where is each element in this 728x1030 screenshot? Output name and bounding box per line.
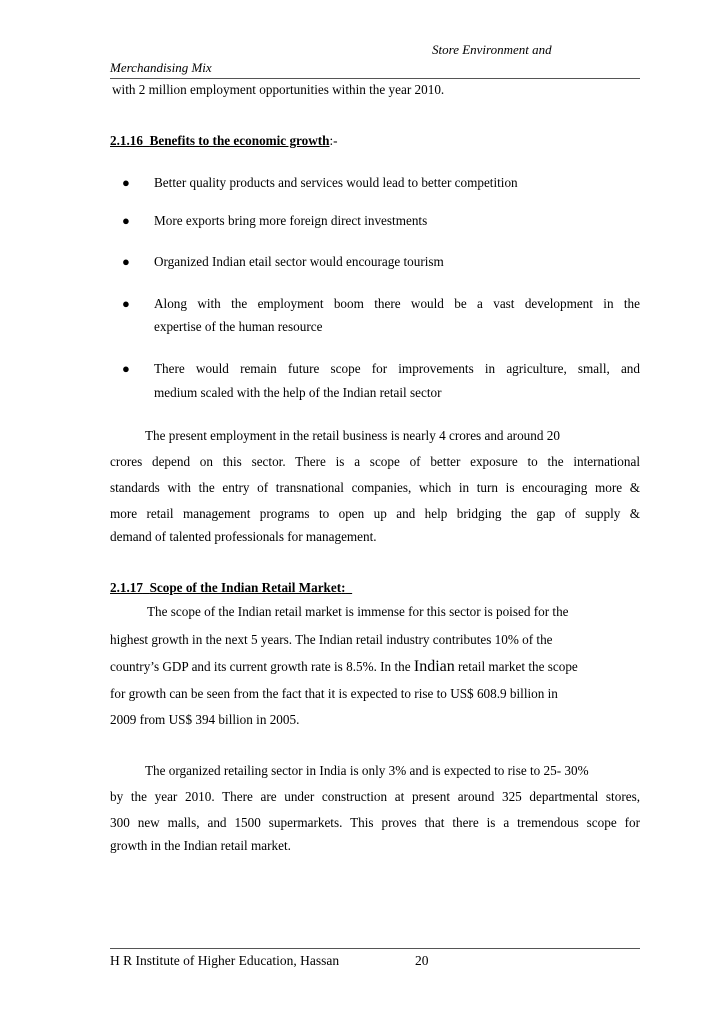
- bullet-item: Organized Indian etail sector would encourage tourism: [154, 254, 444, 269]
- paragraph-line: crores depend on this sector. There is a scope of better exposure to the international: [110, 454, 640, 469]
- running-header-subtitle: Merchandising Mix: [110, 60, 212, 75]
- paragraph-line: The scope of the Indian retail market is immense for this sector is poised for the: [147, 604, 569, 619]
- page-number: 20: [415, 953, 429, 968]
- bullet-item: More exports bring more foreign direct investments: [154, 213, 428, 228]
- bullet-icon: ●: [122, 213, 130, 228]
- footer-institute: H R Institute of Higher Education, Hassan: [110, 953, 340, 968]
- bullet-icon: ●: [122, 361, 130, 376]
- paragraph-line: growth in the Indian retail market.: [110, 838, 291, 853]
- section-number: 2.1.17: [110, 580, 143, 595]
- bullet-icon: ●: [122, 296, 130, 311]
- header-rule: [110, 78, 640, 79]
- bullet-item: Better quality products and services would lead to better competition: [154, 175, 518, 190]
- paragraph-line: The organized retailing sector in India is only 3% and is expected to rise to 25- 30%: [145, 763, 589, 778]
- paragraph-line: highest growth in the next 5 years. The Indian retail industry contributes 10% of the: [110, 632, 553, 647]
- bullet-item-continuation: expertise of the human resource: [154, 319, 323, 334]
- emphasized-word: Indian: [413, 658, 455, 675]
- section-number: 2.1.16: [110, 133, 143, 148]
- paragraph-line: [110, 658, 578, 676]
- section-suffix: :-: [329, 133, 338, 148]
- intro-line: with 2 million employment opportunities within the year 2010.: [112, 82, 445, 97]
- paragraph-line: 2009 from US$ 394 billion in 2005.: [110, 712, 300, 727]
- bullet-item: There would remain future scope for improvements in agriculture, small, and: [154, 361, 640, 376]
- bullet-icon: ●: [122, 175, 130, 190]
- section-heading-2-1-16: [110, 133, 338, 149]
- paragraph-text: country’s GDP and its current growth rate is 8.5%. In the: [110, 659, 414, 674]
- bullet-item-continuation: medium scaled with the help of the Indian retail sector: [154, 385, 442, 400]
- section-title: Scope of the Indian Retail Market: [149, 580, 342, 595]
- bullet-item: Along with the employment boom there would be a vast development in the: [154, 296, 640, 311]
- paragraph-text: retail market the scope: [454, 659, 578, 674]
- section-suffix: :: [341, 580, 346, 595]
- running-header-title: Store Environment and: [432, 42, 552, 57]
- paragraph-line: The present employment in the retail business is nearly 4 crores and around 20: [145, 428, 560, 443]
- paragraph-line: demand of talented professionals for management.: [110, 529, 377, 544]
- paragraph-line: for growth can be seen from the fact that it is expected to rise to US$ 608.9 billion in: [110, 686, 558, 701]
- paragraph-line: 300 new malls, and 1500 supermarkets. This proves that there is a tremendous scope for: [110, 815, 640, 830]
- paragraph-line: more retail management programs to open up and help bridging the gap of supply &: [110, 506, 640, 521]
- paragraph-line: standards with the entry of transnational companies, which in turn is encouraging more &: [110, 480, 640, 495]
- section-heading-2-1-17: [110, 580, 352, 596]
- footer-rule: [110, 948, 640, 949]
- section-title: Benefits to the economic growth: [149, 133, 330, 148]
- bullet-icon: ●: [122, 254, 130, 269]
- paragraph-line: by the year 2010. There are under construction at present around 325 departmental stores,: [110, 789, 640, 804]
